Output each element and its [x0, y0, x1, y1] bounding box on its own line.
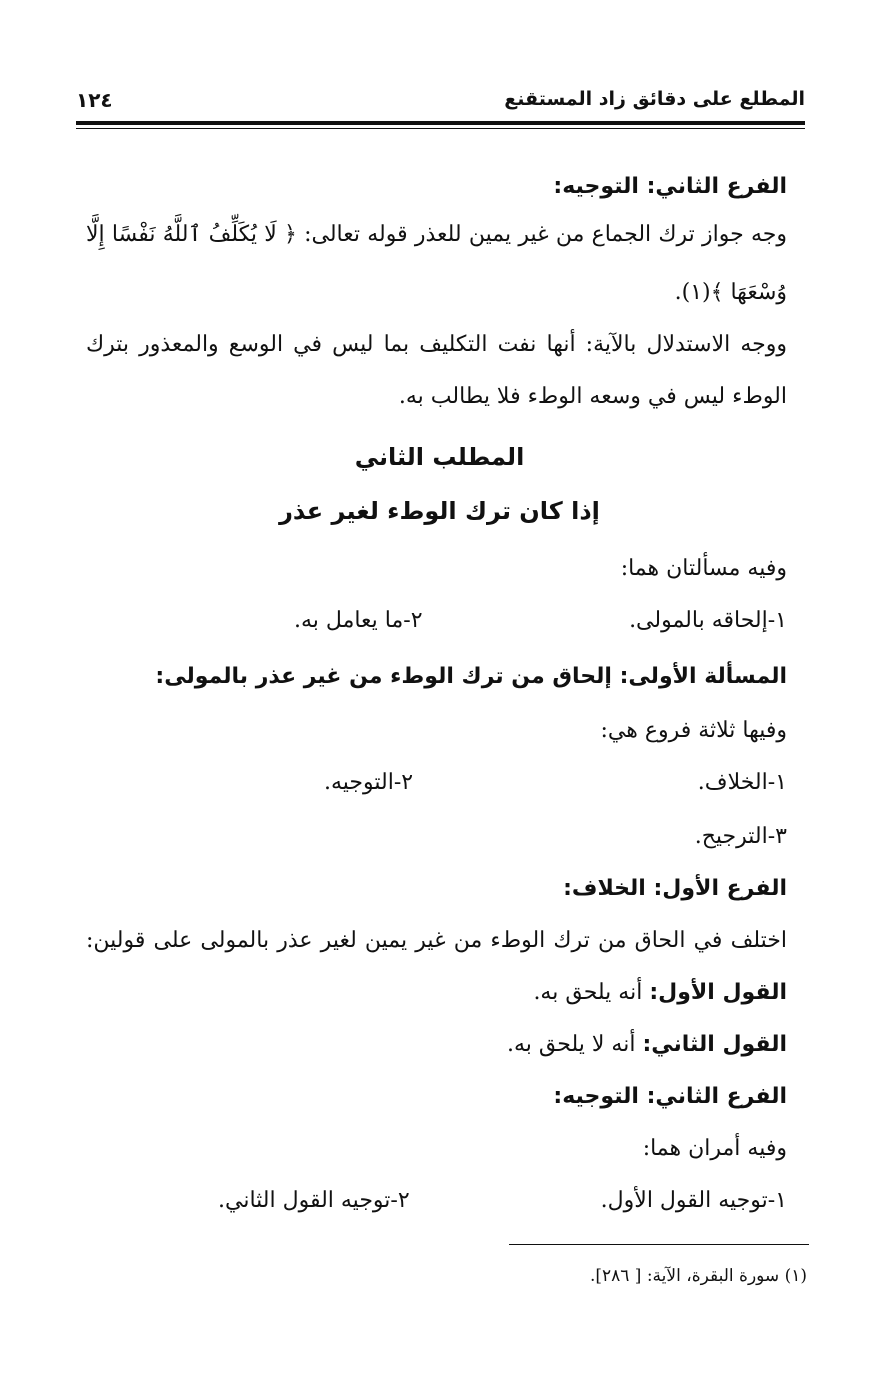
subsection-heading: الفرع الأول: الخلاف: — [563, 876, 787, 901]
subsection-heading: المسألة الأولى: إلحاق من ترك الوطء من غير عذر بالمولى: — [155, 664, 787, 689]
list-item: ٢-توجيه القول الثاني. — [218, 1188, 410, 1213]
paragraph-line: وفيه أمران هما: — [642, 1136, 787, 1161]
paragraph-line: وُسْعَهَا ﴾(١). — [674, 280, 787, 305]
opinion-label: القول الثاني: — [642, 1032, 787, 1057]
footnote: (١) سورة البقرة، الآية: [ ٢٨٦]. — [589, 1266, 807, 1286]
section-title: المطلب الثاني — [354, 443, 525, 471]
page-number: ١٢٤ — [76, 88, 113, 112]
opinion-text: أنه يلحق به. — [533, 980, 643, 1005]
list-item: ١-الخلاف. — [697, 770, 787, 795]
paragraph-line: الوطء ليس في وسعه الوطء فلا يطالب به. — [398, 384, 787, 409]
header-rule-thick — [76, 121, 805, 125]
opinion-text: أنه لا يلحق به. — [507, 1032, 636, 1057]
subsection-heading: الفرع الثاني: التوجيه: — [553, 1084, 787, 1109]
list-item: ١-إلحاقه بالمولى. — [629, 608, 787, 633]
paragraph-line: وجه جواز ترك الجماع من غير يمين للعذر قوله تعالى: ﴿ لَا يُكَلِّفُ ٱللَّهُ نَفْسًا إِلَّا — [86, 222, 787, 247]
running-header — [76, 88, 805, 122]
list-item: ٢-ما يعامل به. — [294, 608, 423, 633]
opinion-line — [533, 976, 787, 1010]
paragraph-line: وفيها ثلاثة فروع هي: — [600, 718, 787, 743]
footnote-rule — [509, 1244, 809, 1245]
opinion-label: القول الأول: — [649, 980, 787, 1005]
list-item: ١-توجيه القول الأول. — [600, 1188, 787, 1213]
paragraph-line: ووجه الاستدلال بالآية: أنها نفت التكليف بما ليس في الوسع والمعذور بترك — [86, 332, 787, 357]
subsection-heading: الفرع الثاني: التوجيه: — [553, 174, 787, 199]
list-item: ٢-التوجيه. — [324, 770, 414, 795]
opinion-line — [507, 1028, 787, 1062]
paragraph-line: اختلف في الحاق من ترك الوطء من غير يمين لغير عذر بالمولى على قولين: — [86, 928, 787, 953]
section-subtitle: إذا كان ترك الوطء لغير عذر — [279, 497, 600, 525]
list-item: ٣-الترجيح. — [694, 824, 787, 849]
header-rule-thin — [76, 128, 805, 129]
paragraph-line: وفيه مسألتان هما: — [620, 556, 787, 581]
running-title: المطلع على دقائق زاد المستقنع — [504, 88, 805, 110]
